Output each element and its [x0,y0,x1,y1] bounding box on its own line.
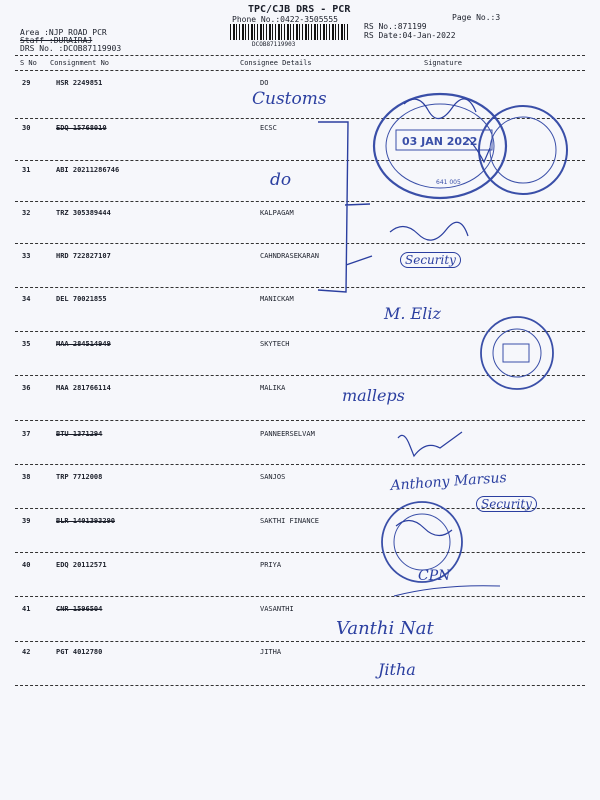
row-consignment: CNR 1596504 [56,605,103,613]
row-consignment: HSR 2249851 [56,79,103,87]
row-sno: 29 [22,79,31,87]
signature-row-40: CPN [418,568,451,584]
row-consignment: ABI 20211286746 [56,166,120,174]
row-sno: 38 [22,473,31,481]
row-consignment: BTU 1371294 [56,430,103,438]
row-consignment: MAA 284514949 [56,340,111,348]
signature-row-38: Anthony Marsus [390,469,508,494]
row-consignee: MALIKA [260,384,286,392]
row-sno: 37 [22,430,31,438]
row-consignment: PGT 4012780 [56,648,103,656]
signature-row-34: M. Eliz [384,304,441,323]
row-sno: 32 [22,209,31,217]
row-sno: 42 [22,648,31,656]
row-consignee: MANICKAM [260,295,294,303]
row-consignee: SKYTECH [260,340,290,348]
customs-stamp-date: 03 JAN 2022 [402,135,478,148]
customs-stamp-pin: 641 005 [436,179,461,186]
row-sno: 36 [22,384,31,392]
row-consignee: JITHA [260,648,282,656]
signature-scribble [398,432,462,456]
row-consignment: HRD 722827107 [56,252,111,260]
area-label: Area :NJP ROAD PCR [20,28,107,37]
row-sno: 33 [22,252,31,260]
handwriting-security-2: Security [476,496,537,512]
row-sno: 39 [22,517,31,525]
signature-scribble [390,222,468,240]
row-consignee: SAKTHI FINANCE [260,517,320,525]
row-bracket [318,122,372,292]
handwriting-customs: Customs [252,89,327,109]
row-consignment: TRP 7712008 [56,473,103,481]
row-consignee: ECSC [260,124,277,132]
row-sno: 41 [22,605,31,613]
signature-row-42: Jitha [378,660,416,679]
row-consignment: DEL 70021855 [56,295,107,303]
signature-row-41: Vanthi Nat [336,618,434,639]
row-consignee: DO [260,79,269,87]
row-consignee: SANJOS [260,473,286,481]
skytech-stamp [481,317,553,389]
staff-label: Staff :DURAIRAJ [20,36,93,45]
handwriting-security-1: Security [400,252,461,268]
row-sno: 30 [22,124,31,132]
row-consignment: BLR 1401393290 [56,517,116,525]
row-sno: 40 [22,561,31,569]
col-consignment: Consignment No [50,59,110,67]
customs-stamp [374,94,506,198]
row-consignee: VASANTHI [260,605,294,613]
col-consignee: Consignee Details [240,59,312,67]
row-consignee: PRIYA [260,561,282,569]
row-consignment: EDQ 15768010 [56,124,107,132]
row-consignee: CAHNDRASEKARAN [260,252,320,260]
row-consignment: EDQ 20112571 [56,561,107,569]
col-signature: Signature [424,59,462,67]
row-consignee: KALPAGAM [260,209,294,217]
rs-number: RS No.:871199 [364,22,427,31]
phone-number: Phone No.:0422-3505555 [232,15,338,24]
document-title: TPC/CJB DRS - PCR [248,4,351,15]
handwriting-ditto: do [270,170,292,190]
col-sno: S No [20,59,37,67]
signature-scribble [396,520,452,535]
page-number: Page No.:3 [452,13,501,22]
signature-scribble [394,586,500,596]
row-sno: 34 [22,295,31,303]
rs-date: RS Date:04-Jan-2022 [364,31,456,40]
row-sno: 31 [22,166,31,174]
row-sno: 35 [22,340,31,348]
drs-number: DRS No. :DCOB87119903 [20,44,122,53]
signature-row-36: malleps [342,386,405,405]
row-consignment: TRZ 305389444 [56,209,111,217]
row-consignee: PANNEERSELVAM [260,430,315,438]
row-consignment: MAA 281766114 [56,384,111,392]
barcode-text: DCOB87119903 [252,41,296,48]
